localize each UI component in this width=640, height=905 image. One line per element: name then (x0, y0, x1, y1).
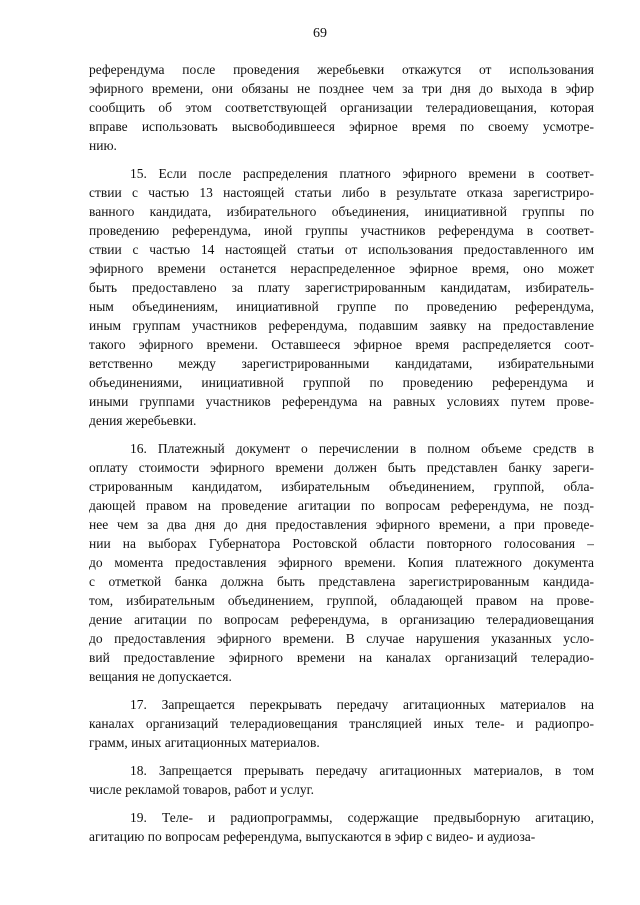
text-line: нию. (89, 138, 117, 153)
text-line: ным объединениям, инициативной группе по проведению референдума, (89, 299, 594, 314)
text-line: до момента предоставления эфирного времени. Копия платежного документа (89, 555, 594, 570)
text-line: до предоставления эфирного времени. В случае нарушения указанных усло- (89, 631, 594, 646)
text-line: быть предоставлено за плату зарегистрированным кандидатам, избиратель- (89, 280, 594, 295)
text-line: 15. Если после распределения платного эфирного времени в соответ- (130, 166, 594, 181)
text-line: ветственно между зарегистрированными кандидатами, избирательными (89, 356, 594, 371)
paragraph (89, 761, 594, 799)
text-line: вправе использовать высвободившееся эфирное время по своему усмотре- (89, 119, 594, 134)
text-line: ствии с частью 14 настоящей статьи от использования предоставленного им (89, 242, 594, 257)
text-line: стрированным кандидатом, избирательным объединением, группой, обла- (89, 479, 594, 494)
paragraph (89, 808, 594, 846)
text-line: 16. Платежный документ о перечислении в полном объеме средств в (130, 441, 594, 456)
text-line: объединениями, инициативной группой по проведению референдума и (89, 375, 594, 390)
text-line: иными группами участников референдума на равных условиях путем прове- (89, 394, 594, 409)
text-line: том, избирательным объединением, группой, обладающей правом на прове- (89, 593, 594, 608)
paragraph (89, 164, 594, 430)
text-line: грамм, иных агитационных материалов. (89, 735, 320, 750)
text-line: 17. Запрещается перекрывать передачу агитационных материалов на (130, 697, 594, 712)
page-number: 69 (313, 26, 327, 41)
text-line: 19. Теле- и радиопрограммы, содержащие предвыборную агитацию, (130, 810, 594, 825)
text-line: вещания не допускается. (89, 669, 232, 684)
text-line: каналах организаций телерадиовещания трансляцией иных теле- и радиопро- (89, 716, 594, 731)
text-line: эфирного времени останется нераспределенное эфирное время, оно может (89, 261, 594, 276)
text-line: дение агитации по вопросам референдума, в организацию телерадиовещания (89, 612, 594, 627)
text-line: дения жеребьевки. (89, 413, 197, 428)
text-line: агитацию по вопросам референдума, выпускаются в эфир с видео- и аудиоза- (89, 829, 536, 844)
text-line: сообщить об этом соответствующей организации телерадиовещания, которая (89, 100, 594, 115)
text-line: вий предоставление эфирного времени на каналах организаций телерадио- (89, 650, 594, 665)
text-line: нии на выборах Губернатора Ростовской области повторного голосования – (89, 536, 594, 551)
paragraph (89, 695, 594, 752)
text-line: ствии с частью 13 настоящей статьи либо в результате отказа зарегистриро- (89, 185, 594, 200)
text-line: такого эфирного времени. Оставшееся эфирное время распределяется соот- (89, 337, 594, 352)
text-line: проведению референдума, иной группы участников референдума в соответ- (89, 223, 594, 238)
text-line: ванного кандидата, избирательного объединения, инициативной группы по (89, 204, 594, 219)
paragraph (89, 439, 594, 686)
text-line: иным группам участников референдума, подавшим заявку на предоставление (89, 318, 594, 333)
text-line: с отметкой банка должна быть представлена зарегистрированным кандида- (89, 574, 594, 589)
text-line: эфирного времени, они обязаны не позднее чем за три дня до выхода в эфир (89, 81, 594, 96)
text-line: числе рекламой товаров, работ и услуг. (89, 782, 314, 797)
document-body (89, 60, 594, 855)
text-line: дающей правом на проведение агитации по вопросам референдума, не позд- (89, 498, 594, 513)
text-line: 18. Запрещается прерывать передачу агитационных материалов, в том (130, 763, 594, 778)
text-line: оплату стоимости эфирного времени должен быть представлен банку зареги- (89, 460, 594, 475)
paragraph (89, 60, 594, 155)
text-line: референдума после проведения жеребьевки откажутся от использования (89, 62, 594, 77)
text-line: нее чем за два дня до дня предоставления эфирного времени, а при проведе- (89, 517, 594, 532)
